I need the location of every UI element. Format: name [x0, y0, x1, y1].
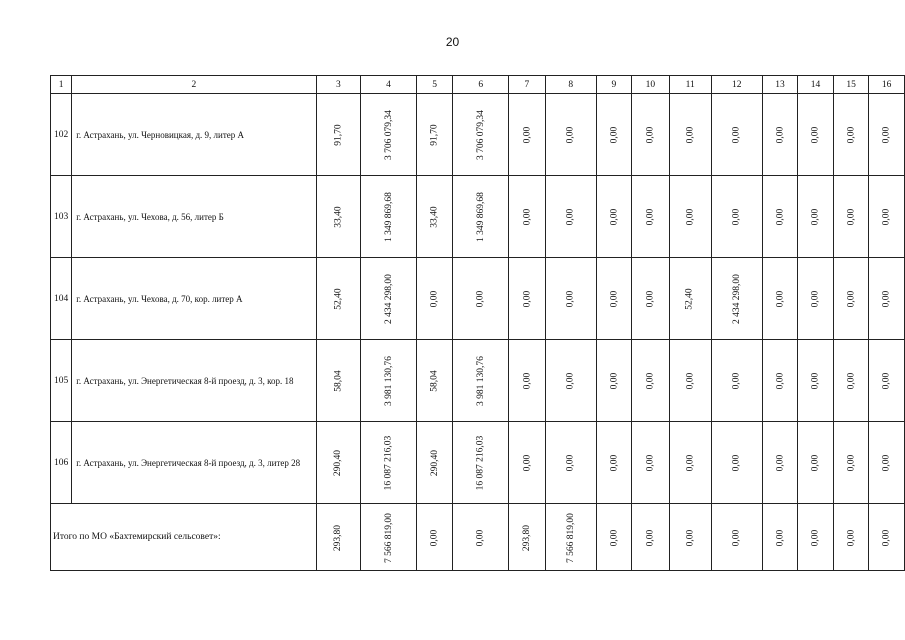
- value-cell: [711, 258, 762, 340]
- value-text: 0,00: [774, 372, 785, 390]
- table-body: [51, 76, 905, 571]
- header-cell: 14: [798, 76, 834, 94]
- value-text: 3 706 079,34: [383, 110, 394, 160]
- value-cell: [669, 258, 711, 340]
- value-text: 2 434 298,00: [383, 274, 394, 324]
- value-cell: [316, 258, 361, 340]
- header-cell: 4: [361, 76, 417, 94]
- value-text: 0,00: [685, 208, 696, 226]
- header-cell: 9: [596, 76, 632, 94]
- value-text: 3 981 130,76: [383, 356, 394, 406]
- value-text: 0,00: [774, 126, 785, 144]
- value-text: 290,40: [333, 449, 344, 477]
- total-label: Итого по МО «Бахтемирский сельсовет»:: [51, 504, 317, 571]
- value-text: 0,00: [774, 529, 785, 546]
- value-text: 0,00: [881, 454, 892, 472]
- value-cell: [509, 176, 546, 258]
- value-text: 7 566 819,00: [565, 512, 576, 563]
- header-cell: 3: [316, 76, 361, 94]
- address-cell: г. Астрахань, ул. Энергетическая 8-й проезд, д. 3, литер 28: [72, 422, 316, 504]
- header-cell: 12: [711, 76, 762, 94]
- value-cell: [596, 504, 632, 571]
- value-cell: [509, 504, 546, 571]
- value-text: 0,00: [565, 126, 576, 144]
- value-text: 0,00: [685, 126, 696, 144]
- value-cell: [316, 340, 361, 422]
- value-cell: [833, 340, 869, 422]
- value-cell: [798, 94, 834, 176]
- header-row: [51, 76, 905, 94]
- value-text: 293,80: [521, 524, 532, 551]
- value-cell: [453, 258, 509, 340]
- value-cell: [669, 422, 711, 504]
- value-cell: [711, 94, 762, 176]
- value-cell: [316, 94, 361, 176]
- header-cell: 11: [669, 76, 711, 94]
- value-cell: [798, 340, 834, 422]
- value-cell: [833, 94, 869, 176]
- value-cell: [798, 176, 834, 258]
- value-text: 0,00: [810, 126, 821, 144]
- value-text: 52,40: [333, 288, 344, 310]
- value-text: 0,00: [731, 454, 742, 472]
- value-text: 0,00: [846, 208, 857, 226]
- value-cell: [453, 176, 509, 258]
- value-text: 0,00: [608, 126, 619, 144]
- value-cell: [632, 422, 669, 504]
- value-cell: [762, 504, 798, 571]
- value-text: 0,00: [475, 529, 486, 546]
- value-text: 1 349 869,68: [475, 192, 486, 242]
- value-text: 0,00: [608, 290, 619, 308]
- value-text: 0,00: [608, 372, 619, 390]
- value-cell: [632, 94, 669, 176]
- table-row: [51, 258, 905, 340]
- value-text: 0,00: [881, 372, 892, 390]
- value-cell: [453, 504, 509, 571]
- value-cell: [596, 340, 632, 422]
- value-cell: [632, 504, 669, 571]
- value-cell: [869, 422, 905, 504]
- value-text: 0,00: [429, 529, 440, 546]
- table-row: [51, 340, 905, 422]
- value-cell: [711, 422, 762, 504]
- value-text: 0,00: [645, 126, 656, 144]
- value-cell: [416, 258, 453, 340]
- value-cell: [509, 94, 546, 176]
- value-cell: [545, 94, 596, 176]
- row-number: 105: [51, 340, 72, 422]
- value-text: 0,00: [810, 454, 821, 472]
- value-cell: [416, 176, 453, 258]
- value-text: 0,00: [645, 529, 656, 546]
- value-cell: [869, 258, 905, 340]
- value-cell: [869, 340, 905, 422]
- value-text: 0,00: [521, 208, 532, 226]
- value-cell: [669, 176, 711, 258]
- value-cell: [632, 176, 669, 258]
- value-cell: [545, 504, 596, 571]
- value-cell: [361, 504, 417, 571]
- value-cell: [711, 504, 762, 571]
- value-text: 0,00: [475, 290, 486, 308]
- value-cell: [798, 422, 834, 504]
- value-text: 91,70: [429, 124, 440, 146]
- value-text: 0,00: [685, 372, 696, 390]
- row-number: 104: [51, 258, 72, 340]
- row-number: 102: [51, 94, 72, 176]
- value-cell: [632, 258, 669, 340]
- value-cell: [762, 258, 798, 340]
- value-text: 0,00: [846, 126, 857, 144]
- value-cell: [762, 340, 798, 422]
- value-text: 0,00: [521, 290, 532, 308]
- header-cell: 5: [416, 76, 453, 94]
- header-cell: 15: [833, 76, 869, 94]
- value-cell: [869, 504, 905, 571]
- value-cell: [798, 258, 834, 340]
- value-text: 0,00: [565, 208, 576, 226]
- value-text: 0,00: [645, 454, 656, 472]
- value-cell: [453, 340, 509, 422]
- value-text: 0,00: [521, 126, 532, 144]
- value-text: 0,00: [810, 529, 821, 546]
- value-cell: [632, 340, 669, 422]
- value-text: 0,00: [429, 290, 440, 308]
- value-cell: [416, 422, 453, 504]
- value-text: 0,00: [810, 290, 821, 308]
- value-cell: [545, 176, 596, 258]
- address-cell: г. Астрахань, ул. Энергетическая 8-й проезд, д. 3, кор. 18: [72, 340, 316, 422]
- value-cell: [711, 176, 762, 258]
- value-cell: [361, 176, 417, 258]
- value-text: 16 087 216,03: [383, 435, 394, 491]
- value-text: 0,00: [565, 290, 576, 308]
- value-cell: [798, 504, 834, 571]
- header-cell: 16: [869, 76, 905, 94]
- value-text: 1 349 869,68: [383, 192, 394, 242]
- value-text: 0,00: [881, 290, 892, 308]
- value-cell: [361, 258, 417, 340]
- value-cell: [596, 176, 632, 258]
- value-text: 0,00: [608, 529, 619, 546]
- value-text: 33,40: [333, 206, 344, 228]
- value-text: 0,00: [774, 208, 785, 226]
- value-text: 0,00: [774, 454, 785, 472]
- value-cell: [509, 422, 546, 504]
- value-text: 0,00: [810, 372, 821, 390]
- value-text: 293,80: [333, 524, 344, 551]
- value-cell: [869, 94, 905, 176]
- value-text: 58,04: [333, 370, 344, 392]
- header-cell: 13: [762, 76, 798, 94]
- value-cell: [316, 176, 361, 258]
- value-cell: [316, 504, 361, 571]
- value-text: 7 566 819,00: [383, 512, 394, 563]
- value-text: 0,00: [846, 529, 857, 546]
- value-cell: [833, 176, 869, 258]
- value-cell: [545, 258, 596, 340]
- value-text: 16 087 216,03: [475, 435, 486, 491]
- value-cell: [669, 94, 711, 176]
- value-cell: [833, 258, 869, 340]
- value-cell: [669, 340, 711, 422]
- row-number: 103: [51, 176, 72, 258]
- address-cell: г. Астрахань, ул. Чехова, д. 56, литер Б: [72, 176, 316, 258]
- table-row: [51, 422, 905, 504]
- value-cell: [833, 422, 869, 504]
- table-row: [51, 176, 905, 258]
- value-cell: [361, 94, 417, 176]
- value-text: 290,40: [429, 449, 440, 477]
- registry-table: [50, 75, 905, 571]
- value-cell: [453, 94, 509, 176]
- value-text: 0,00: [881, 126, 892, 144]
- value-cell: [316, 422, 361, 504]
- value-cell: [453, 422, 509, 504]
- value-text: 0,00: [846, 372, 857, 390]
- value-cell: [669, 504, 711, 571]
- value-text: 0,00: [846, 454, 857, 472]
- total-row: [51, 504, 905, 571]
- header-cell: 10: [632, 76, 669, 94]
- value-text: 3 981 130,76: [475, 356, 486, 406]
- value-text: 0,00: [881, 529, 892, 546]
- value-text: 2 434 298,00: [731, 274, 742, 324]
- value-cell: [762, 176, 798, 258]
- value-text: 52,40: [685, 288, 696, 310]
- value-cell: [416, 94, 453, 176]
- value-cell: [361, 422, 417, 504]
- header-cell: 8: [545, 76, 596, 94]
- value-text: 0,00: [608, 208, 619, 226]
- value-cell: [869, 176, 905, 258]
- address-cell: г. Астрахань, ул. Черновицкая, д. 9, литер А: [72, 94, 316, 176]
- value-text: 0,00: [685, 454, 696, 472]
- value-cell: [711, 340, 762, 422]
- value-cell: [762, 94, 798, 176]
- table-row: [51, 94, 905, 176]
- header-cell: 2: [72, 76, 316, 94]
- value-cell: [596, 258, 632, 340]
- value-cell: [509, 340, 546, 422]
- value-text: 0,00: [731, 126, 742, 144]
- value-text: 91,70: [333, 124, 344, 146]
- value-text: 0,00: [565, 372, 576, 390]
- value-text: 0,00: [521, 454, 532, 472]
- value-text: 33,40: [429, 206, 440, 228]
- value-text: 0,00: [731, 372, 742, 390]
- value-text: 0,00: [810, 208, 821, 226]
- value-text: 58,04: [429, 370, 440, 392]
- value-text: 0,00: [685, 529, 696, 546]
- value-text: 0,00: [731, 529, 742, 546]
- value-text: 3 706 079,34: [475, 110, 486, 160]
- header-cell: 1: [51, 76, 72, 94]
- value-text: 0,00: [645, 290, 656, 308]
- value-text: 0,00: [881, 208, 892, 226]
- value-cell: [361, 340, 417, 422]
- value-text: 0,00: [608, 454, 619, 472]
- value-cell: [545, 422, 596, 504]
- value-cell: [416, 340, 453, 422]
- value-cell: [833, 504, 869, 571]
- value-text: 0,00: [645, 208, 656, 226]
- page-number: 20: [445, 35, 460, 49]
- value-cell: [596, 422, 632, 504]
- value-text: 0,00: [846, 290, 857, 308]
- row-number: 106: [51, 422, 72, 504]
- value-cell: [509, 258, 546, 340]
- value-text: 0,00: [731, 208, 742, 226]
- address-cell: г. Астрахань, ул. Чехова, д. 70, кор. литер А: [72, 258, 316, 340]
- header-cell: 7: [509, 76, 546, 94]
- value-text: 0,00: [645, 372, 656, 390]
- value-cell: [762, 422, 798, 504]
- header-cell: 6: [453, 76, 509, 94]
- value-text: 0,00: [521, 372, 532, 390]
- value-cell: [545, 340, 596, 422]
- value-text: 0,00: [774, 290, 785, 308]
- value-cell: [416, 504, 453, 571]
- value-cell: [596, 94, 632, 176]
- value-text: 0,00: [565, 454, 576, 472]
